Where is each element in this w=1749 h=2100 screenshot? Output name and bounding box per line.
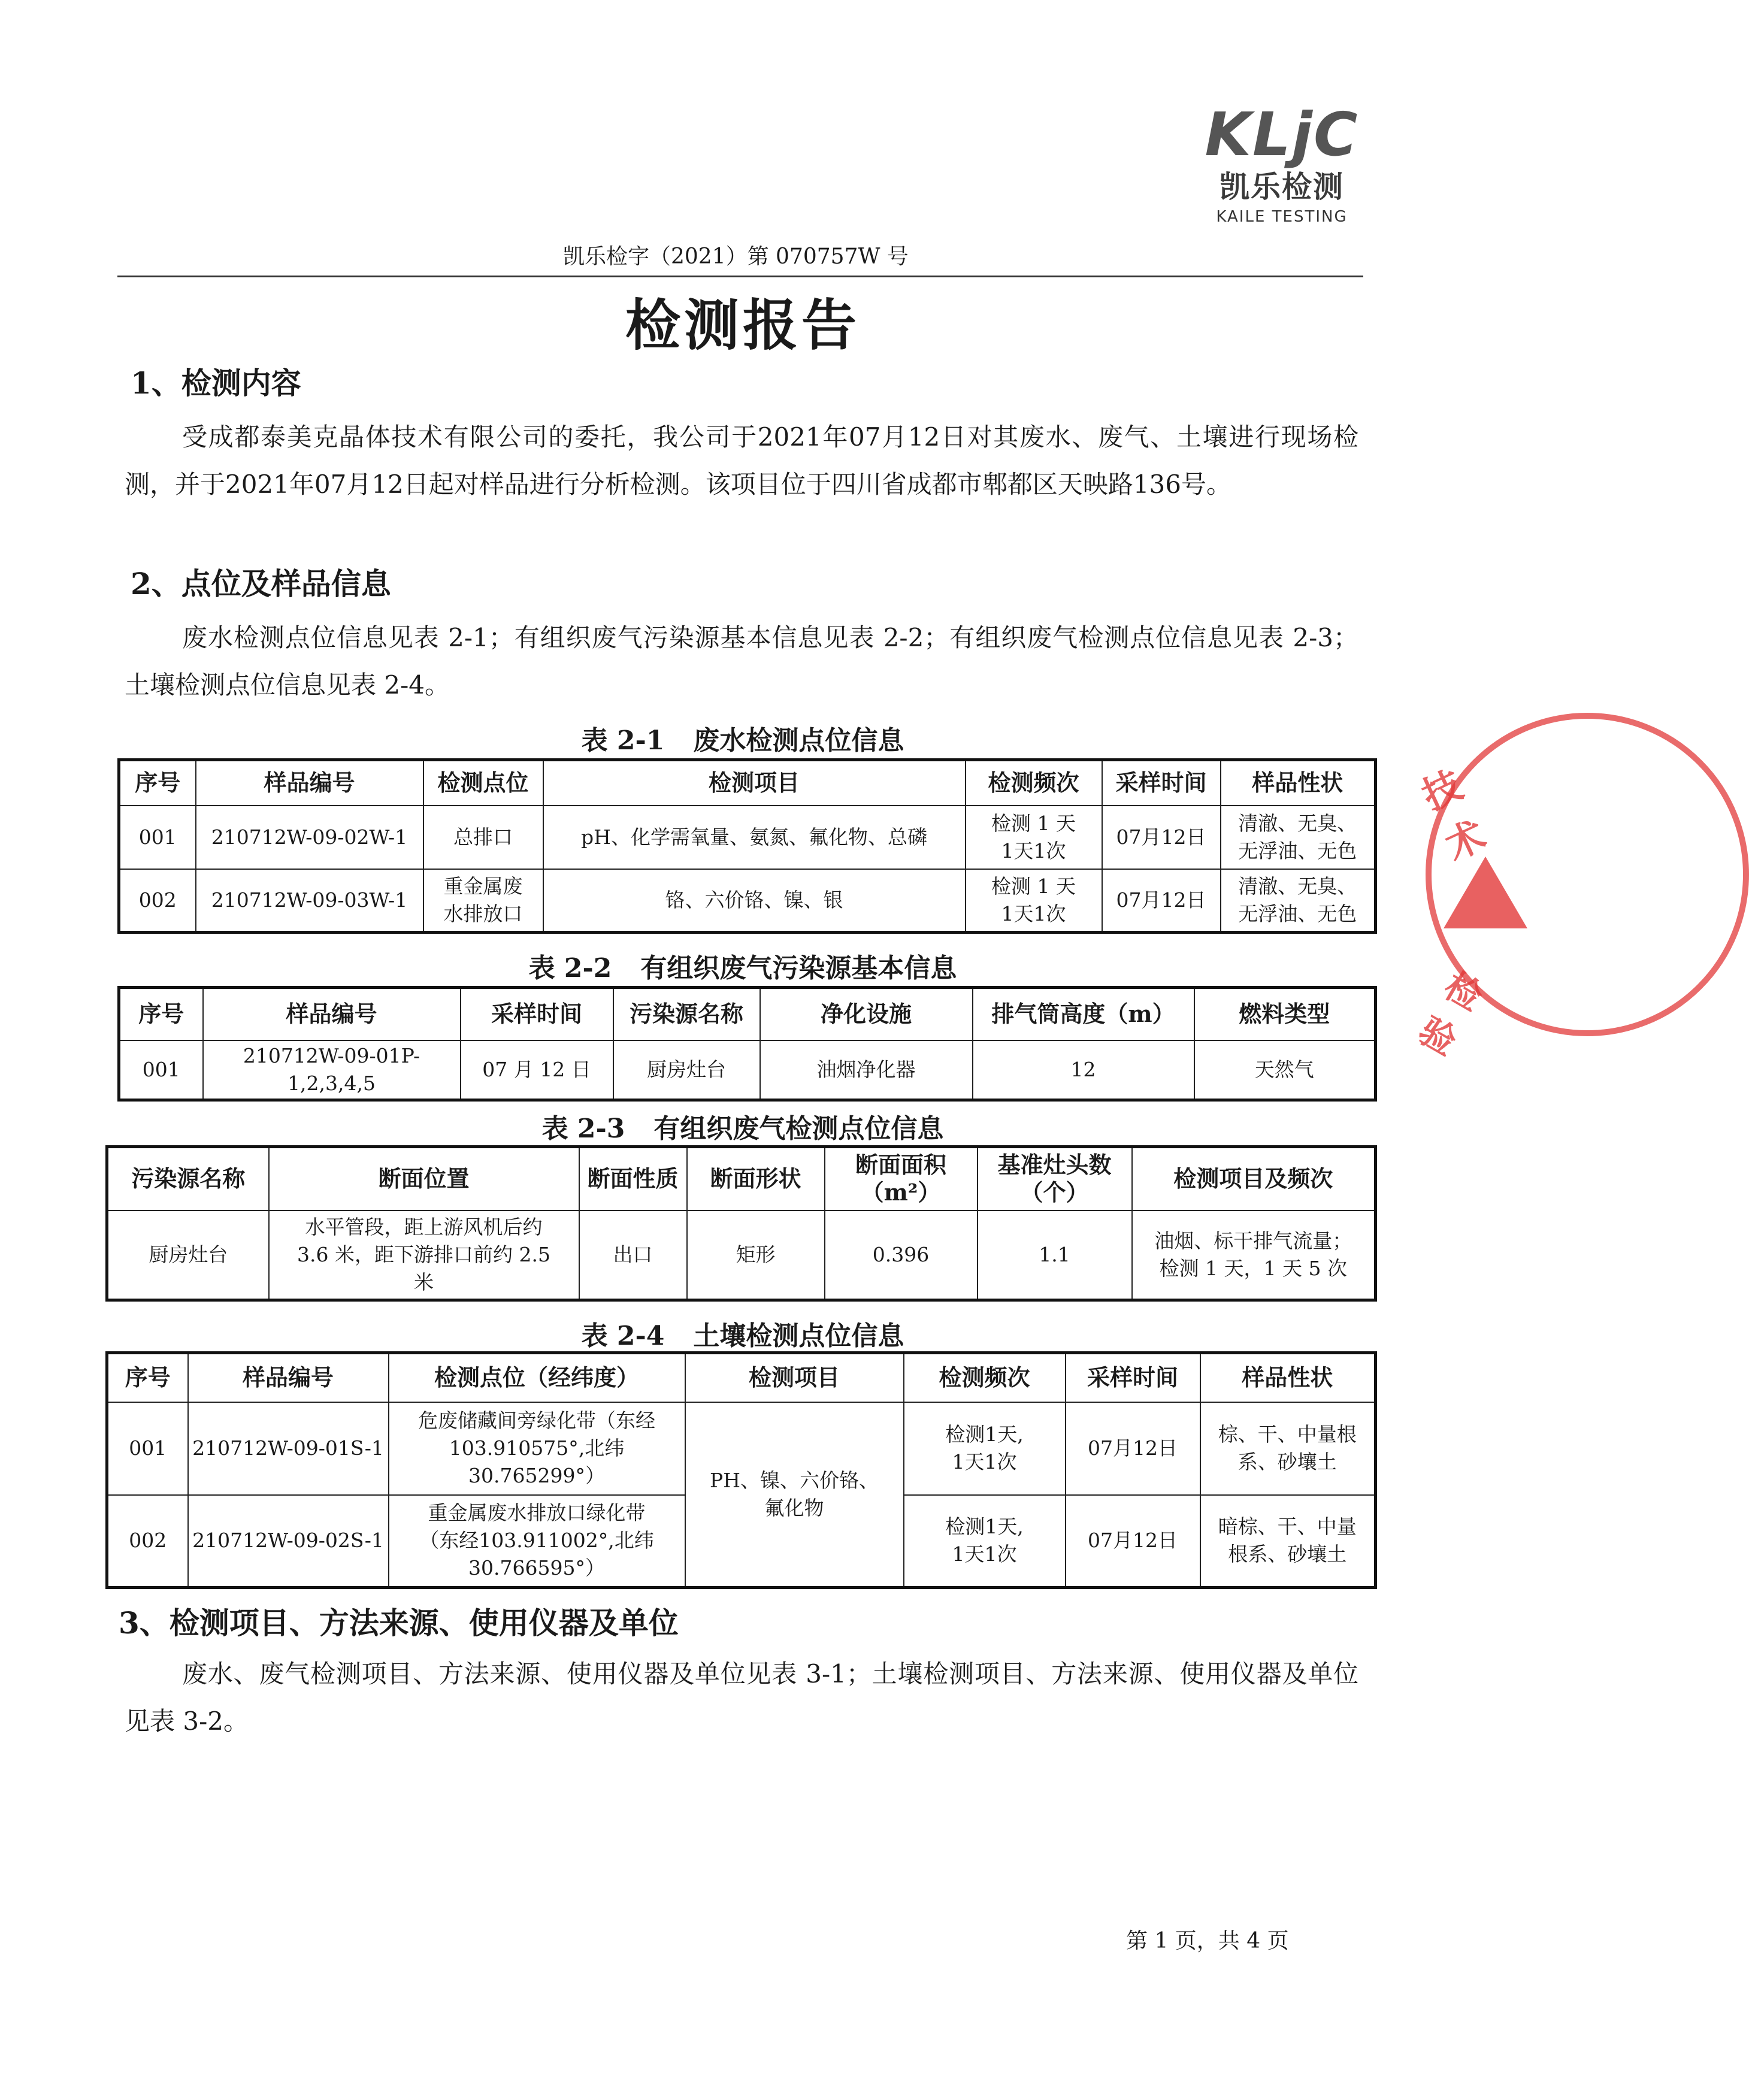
company-logo (1192, 99, 1372, 228)
table-header-cell: 样品性状 (1200, 1353, 1376, 1402)
report-number: 凯乐检字（2021）第 070757W 号 (563, 244, 909, 269)
table-2-1-caption (0, 719, 1485, 757)
table-cell: 1.1 (978, 1211, 1132, 1300)
table-header-cell: 采样时间 (461, 988, 613, 1040)
table-header-cell: 净化设施 (760, 988, 973, 1040)
section-1-text: 受成都泰美克晶体技术有限公司的委托，我公司于2021年07月12日对其废水、废气、土壤进行现场检测，并于2021年07月12日起对样品进行分析检测。该项目位于四川省成都市郫都区天映路136号。 (125, 422, 1358, 499)
table-2-4-no: 表 2-4 (581, 1321, 665, 1351)
table-cell: 出口 (579, 1211, 687, 1300)
table-row (119, 869, 1376, 933)
table-header-cell: 样品性状 (1221, 760, 1376, 806)
table-cell: 油烟、标干排气流量； 检测 1 天，1 天 5 次 (1132, 1211, 1376, 1300)
table-cell: 0.396 (825, 1211, 978, 1300)
table-cell: 210712W-09-02S-1 (188, 1495, 389, 1588)
table-cell: 棕、干、中量根 系、砂壤土 (1200, 1402, 1376, 1495)
table-header-cell: 污染源名称 (107, 1147, 269, 1211)
table-2-4 (105, 1351, 1377, 1589)
table-cell-merged: PH、镍、六价铬、 氟化物 (685, 1402, 904, 1588)
table-header-cell: 排气筒高度（m） (973, 988, 1194, 1040)
table-cell: 检测1天, 1天1次 (904, 1495, 1066, 1588)
table-2-1 (117, 758, 1377, 934)
table-2-3-title: 有组织废气检测点位信息 (653, 1113, 944, 1144)
table-cell: 暗棕、干、中量 根系、砂壤土 (1200, 1495, 1376, 1588)
table-header-cell: 检测点位（经纬度） (389, 1353, 685, 1402)
table-2-3-caption (0, 1107, 1485, 1145)
logo-en-name: KAILE TESTING (1216, 208, 1348, 226)
table-header-cell: 检测项目 (685, 1353, 904, 1402)
table-header-cell: 样品编号 (203, 988, 461, 1040)
table-cell: 水平管段，距上游风机后约 3.6 米，距下游排口前约 2.5 米 (269, 1211, 579, 1300)
seal-stamp (1411, 707, 1493, 1064)
table-2-1-title: 废水检测点位信息 (693, 725, 904, 756)
logo-mark: KLjC (1205, 99, 1359, 170)
table-header-cell: 基准灶头数 （个） (978, 1147, 1132, 1211)
section-2-text: 废水检测点位信息见表 2-1；有组织废气污染源基本信息见表 2-2；有组织废气检测点位信息见表 2-3；土壤检测点位信息见表 2-4。 (125, 623, 1358, 700)
table-header-cell: 检测点位 (423, 760, 543, 806)
table-2-1-no: 表 2-1 (581, 725, 665, 756)
table-cell: 检测1天, 1天1次 (904, 1402, 1066, 1495)
table-header-cell: 序号 (119, 988, 203, 1040)
table-2-3-no: 表 2-3 (541, 1113, 625, 1144)
table-header-cell: 采样时间 (1066, 1353, 1200, 1402)
table-2-4-title: 土壤检测点位信息 (693, 1321, 904, 1351)
table-header-cell: 序号 (119, 760, 196, 806)
section-2-heading: 2、点位及样品信息 (131, 566, 391, 601)
table-row (107, 1211, 1376, 1300)
table-cell: 重金属废 水排放口 (423, 869, 543, 933)
table-header-cell: 污染源名称 (613, 988, 760, 1040)
table-cell: 厨房灶台 (107, 1211, 269, 1300)
table-cell: 001 (119, 1040, 203, 1100)
table-cell: 油烟净化器 (760, 1040, 973, 1100)
table-header-cell: 样品编号 (188, 1353, 389, 1402)
table-cell: 检测 1 天 1天1次 (966, 806, 1102, 869)
table-cell: 总排口 (423, 806, 543, 869)
table-cell: 002 (119, 869, 196, 933)
table-2-2-caption (0, 946, 1485, 985)
table-cell: 天然气 (1194, 1040, 1376, 1100)
table-header-cell: 样品编号 (196, 760, 423, 806)
table-header-cell: 燃料类型 (1194, 988, 1376, 1040)
table-cell: 210712W-09-03W-1 (196, 869, 423, 933)
table-header-cell: 断面面积 （m²） (825, 1147, 978, 1211)
logo-cn-name: 凯乐检测 (1220, 170, 1344, 204)
table-header-cell: 序号 (107, 1353, 188, 1402)
section-1-heading: 1、检测内容 (131, 365, 301, 401)
seal-star-icon (1444, 857, 1527, 928)
table-2-2-title: 有组织废气污染源基本信息 (640, 953, 957, 984)
table-cell: 07月12日 (1102, 806, 1221, 869)
table-header-cell: 采样时间 (1102, 760, 1221, 806)
header-divider (117, 276, 1363, 277)
table-cell: 001 (119, 806, 196, 869)
table-header-cell: 断面位置 (269, 1147, 579, 1211)
table-header-cell: 检测频次 (966, 760, 1102, 806)
table-cell: 07月12日 (1066, 1495, 1200, 1588)
table-cell: 清澈、无臭、 无浮油、无色 (1221, 806, 1376, 869)
section-3-text: 废水、废气检测项目、方法来源、使用仪器及单位见表 3-1；土壤检测项目、方法来源、使用仪器及单位见表 3-2。 (125, 1659, 1358, 1736)
page-title: 检测报告 (625, 293, 860, 358)
table-cell: 210712W-09-01P-1,2,3,4,5 (203, 1040, 461, 1100)
table-cell: 危废储藏间旁绿化带（东经 103.910575°,北纬 30.765299°） (389, 1402, 685, 1495)
table-cell: 12 (973, 1040, 1194, 1100)
table-cell: 210712W-09-02W-1 (196, 806, 423, 869)
table-cell: 厨房灶台 (613, 1040, 760, 1100)
table-cell: 矩形 (687, 1211, 825, 1300)
table-cell: 检测 1 天 1天1次 (966, 869, 1102, 933)
table-cell: 002 (107, 1495, 188, 1588)
table-cell: 07 月 12 日 (461, 1040, 613, 1100)
table-cell: 清澈、无臭、 无浮油、无色 (1221, 869, 1376, 933)
table-header-cell: 检测项目及频次 (1132, 1147, 1376, 1211)
page-number: 第 1 页，共 4 页 (1126, 1929, 1289, 1953)
table-cell: 重金属废水排放口绿化带 （东经103.911002°,北纬 30.766595°） (389, 1495, 685, 1588)
table-row (107, 1402, 1376, 1495)
table-2-2 (117, 986, 1377, 1102)
table-2-2-no: 表 2-2 (528, 953, 612, 984)
table-2-3 (105, 1145, 1377, 1302)
section-3-heading: 3、检测项目、方法来源、使用仪器及单位 (119, 1605, 679, 1641)
table-cell: pH、化学需氧量、氨氮、氟化物、总磷 (543, 806, 966, 869)
table-2-4-caption (0, 1314, 1485, 1352)
seal-text-bottom: 检验 (1411, 964, 1490, 1064)
table-row (119, 806, 1376, 869)
table-row (119, 1040, 1376, 1100)
table-cell: 07月12日 (1102, 869, 1221, 933)
table-header-cell: 断面性质 (579, 1147, 687, 1211)
table-header-cell: 检测项目 (543, 760, 966, 806)
table-cell: 210712W-09-01S-1 (188, 1402, 389, 1495)
seal-text-top: 技术 (1415, 762, 1493, 870)
table-header-cell: 检测频次 (904, 1353, 1066, 1402)
table-cell: 07月12日 (1066, 1402, 1200, 1495)
table-cell: 铬、六价铬、镍、银 (543, 869, 966, 933)
table-header-cell: 断面形状 (687, 1147, 825, 1211)
table-cell: 001 (107, 1402, 188, 1495)
